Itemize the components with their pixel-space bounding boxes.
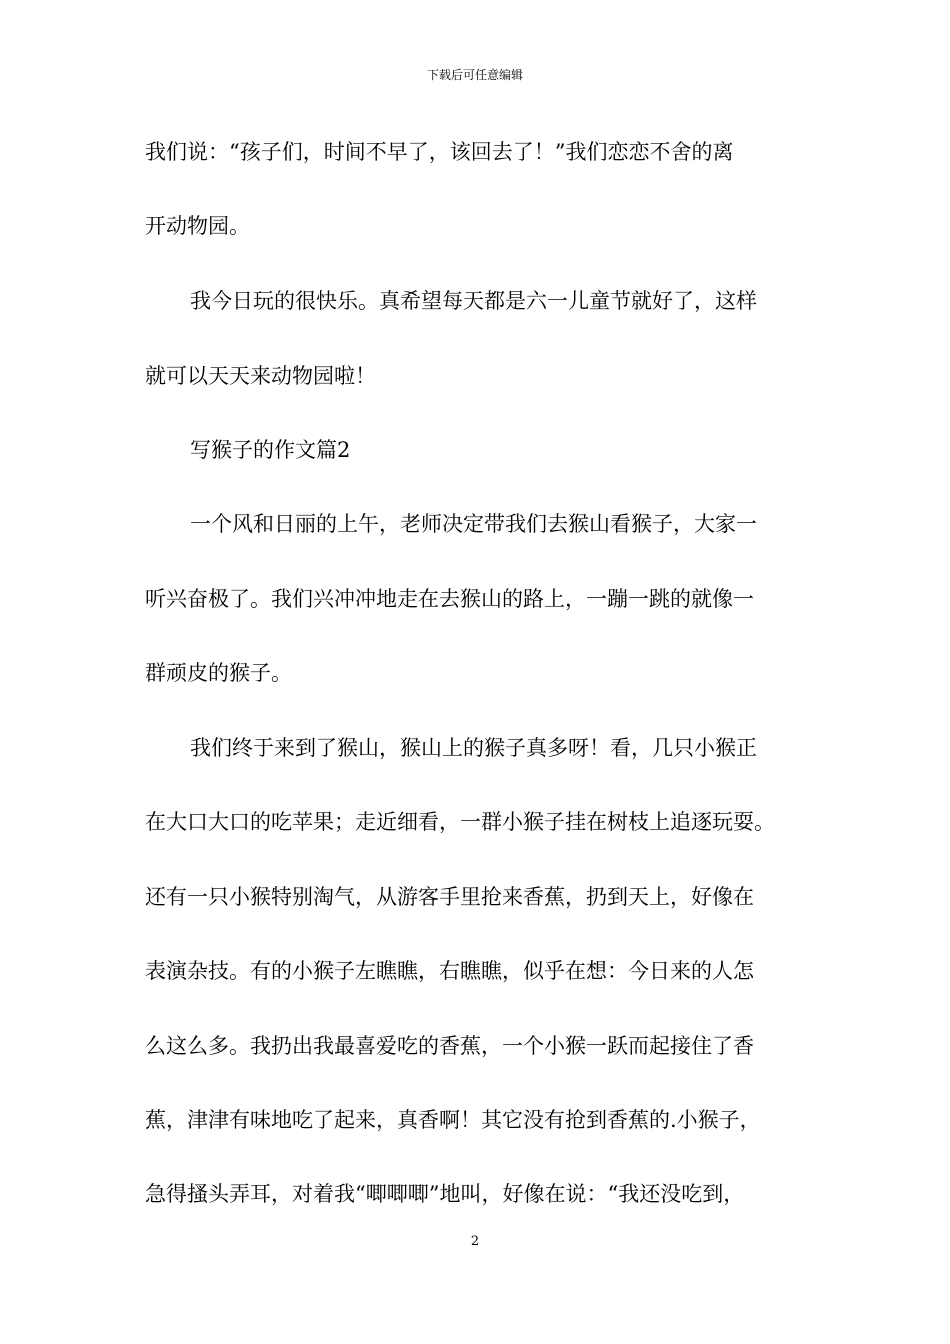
text-line: 听兴奋极了。我们兴冲冲地走在去猴山的路上，一蹦一跳的就像一 <box>145 587 754 611</box>
text-line: 还有一只小猴特别淘气，从游客手里抢来香蕉，扔到天上，好像在 <box>145 885 754 909</box>
text-line: 开动物园。 <box>145 214 250 238</box>
text-line: 急得搔头弄耳，对着我“唧唧唧”地叫，好像在说：“我还没吃到， <box>145 1182 745 1206</box>
text-line: 我们说：“孩子们，时间不早了，该回去了！”我们恋恋不舍的离 <box>145 140 734 164</box>
page-number: 2 <box>470 1234 480 1249</box>
text-line: 群顽皮的猴子。 <box>145 661 292 685</box>
text-line: 我们终于来到了猴山，猴山上的猴子真多呀！看，几只小猴正 <box>190 736 757 760</box>
text-line: 在大口大口的吃苹果；走近细看，一群小猴子挂在树枝上追逐玩耍。 <box>145 810 775 834</box>
text-line: 我今日玩的很快乐。真希望每天都是六一儿童节就好了，这样 <box>190 289 757 313</box>
page-header: 下载后可任意编辑 <box>426 68 523 82</box>
text-line: 蕉，津津有味地吃了起来，真香啊！其它没有抢到香蕉的.小猴子， <box>145 1108 761 1132</box>
text-line: 么这么多。我扔出我最喜爱吃的香蕉，一个小猴一跃而起接住了香 <box>145 1034 754 1058</box>
text-line: 一个风和日丽的上午，老师决定带我们去猴山看猴子，大家一 <box>190 512 757 536</box>
section-heading: 写猴子的作文篇2 <box>190 438 351 462</box>
text-line: 表演杂技。有的小猴子左瞧瞧，右瞧瞧，似乎在想：今日来的人怎 <box>145 959 754 983</box>
text-line: 就可以天天来动物园啦！ <box>145 364 376 388</box>
